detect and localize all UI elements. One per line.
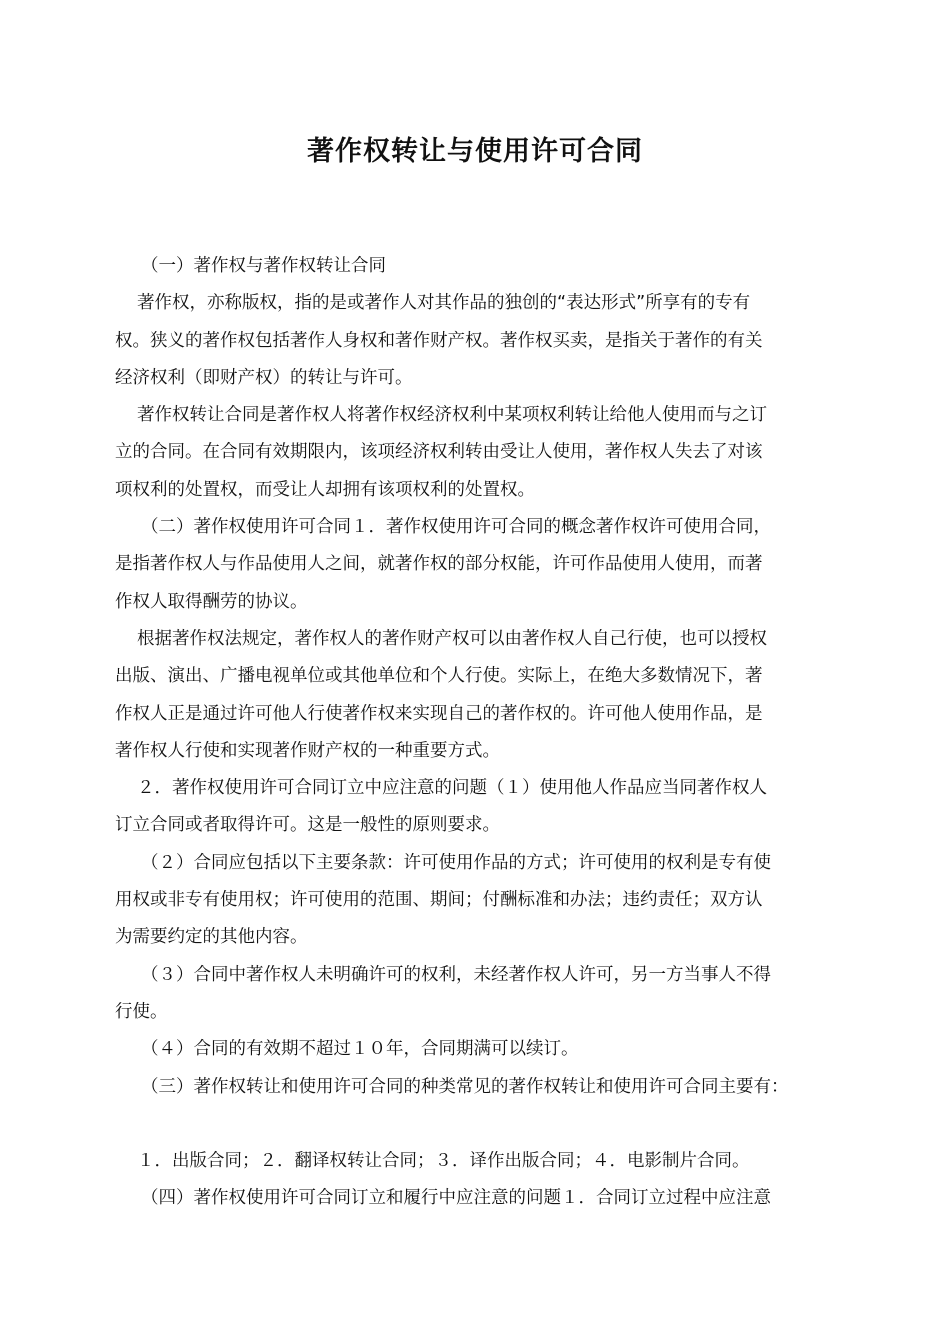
paragraph-line: 著作权转让合同是著作权人将著作权经济权利中某项权利转让给他人使用而与之订 — [137, 405, 767, 426]
paragraph-line: （３）合同中著作权人未明确许可的权利，未经著作权人许可，另一方当事人不得 — [141, 964, 771, 985]
paragraph-line: 著作权人行使和实现著作财产权的一种重要方式。 — [115, 740, 500, 761]
paragraph-line: 行使。 — [115, 1001, 168, 1022]
paragraph-line: 出版、演出、广播电视单位或其他单位和个人行使。实际上，在绝大多数情况下，著 — [115, 666, 763, 687]
section-heading-4: （四）著作权使用许可合同订立和履行中应注意的问题１．合同订立过程中应注意 — [141, 1188, 771, 1209]
paragraph-line: 订立合同或者取得许可。这是一般性的原则要求。 — [115, 815, 500, 836]
paragraph-line: （２）合同应包括以下主要条款：许可使用作品的方式；许可使用的权利是专有使 — [141, 852, 771, 873]
paragraph-line: １．出版合同；２．翻译权转让合同；３．译作出版合同；４．电影制片合同。 — [137, 1151, 750, 1172]
paragraph-line: 经济权利（即财产权）的转让与许可。 — [115, 367, 413, 388]
document-title: 著作权转让与使用许可合同 — [307, 136, 643, 167]
section-heading-1: （一）著作权与著作权转让合同 — [141, 256, 386, 276]
paragraph-line: 著作权，亦称版权，指的是或著作人对其作品的独创的“表达形式”所享有的专有 — [137, 293, 751, 314]
paragraph-line: 立的合同。在合同有效期限内，该项经济权利转由受让人使用，著作权人失去了对该 — [115, 442, 763, 463]
paragraph-line: ２．著作权使用许可合同订立中应注意的问题（１）使用他人作品应当同著作权人 — [137, 778, 767, 799]
paragraph-line: 权。狭义的著作权包括著作人身权和著作财产权。著作权买卖，是指关于著作的有关 — [115, 330, 763, 351]
paragraph-line: 根据著作权法规定，著作权人的著作财产权可以由著作权人自己行使，也可以授权 — [137, 628, 767, 649]
paragraph-line: 用权或非专有使用权；许可使用的范围、期间；付酬标准和办法；违约责任；双方认 — [115, 890, 763, 911]
paragraph-line: 作权人正是通过许可他人行使著作权来实现自己的著作权的。许可他人使用作品，是 — [115, 703, 763, 724]
blank-line — [115, 1106, 837, 1143]
paragraph-line: 作权人取得酬劳的协议。 — [115, 591, 308, 612]
paragraph-line: （４）合同的有效期不超过１０年，合同期满可以续订。 — [141, 1039, 579, 1060]
section-heading-2: （二）著作权使用许可合同１．著作权使用许可合同的概念著作权许可使用合同， — [141, 517, 771, 538]
section-heading-3: （三）著作权转让和使用许可合同的种类常见的著作权转让和使用许可合同主要有： — [141, 1076, 789, 1097]
document-body — [115, 248, 837, 1218]
paragraph-line: 是指著作权人与作品使用人之间，就著作权的部分权能，许可作品使用人使用，而著 — [115, 554, 763, 575]
paragraph-line: 项权利的处置权，而受让人却拥有该项权利的处置权。 — [115, 479, 535, 500]
paragraph-line: 为需要约定的其他内容。 — [115, 927, 308, 948]
